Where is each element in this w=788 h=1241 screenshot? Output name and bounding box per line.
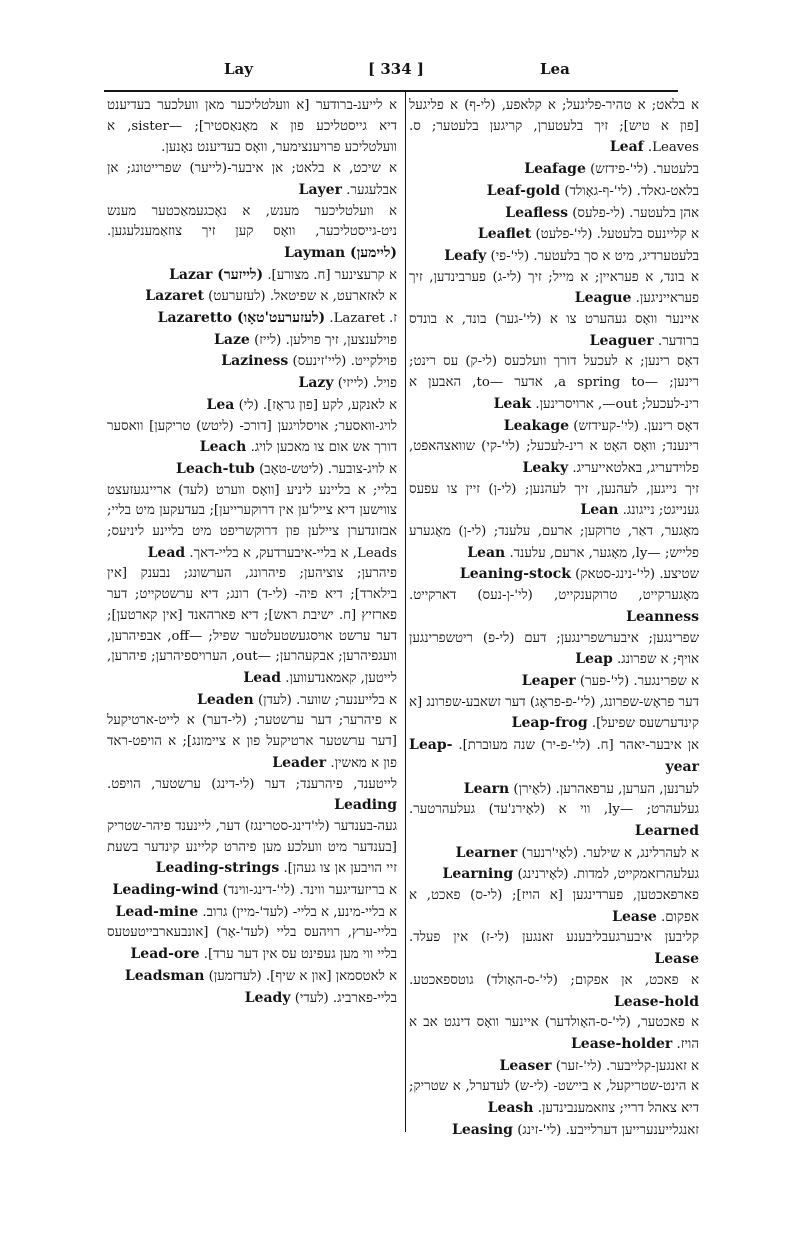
entry-headword: Leaser — [499, 1057, 552, 1074]
left-column — [107, 96, 397, 1009]
entry-definition: געה-בענדער (לי'דינג-סטרינגז) דער, ליינענד פיהר-שטריק [בענדער מיט וועלכע מען פיהרט קליינע קינדער בשעת זיי הויבען אן צו געהן]. — [107, 818, 397, 877]
entry-definition: רינענד; וואָס האָט א רינ-לעכעל; (לי'-קי) שוואצהאפט, פלוידעריג, באלטאייעריג. — [409, 439, 699, 476]
dictionary-entry — [409, 522, 699, 564]
entry-headword: Lead-mine — [115, 903, 199, 920]
entry-headword: Learner — [455, 844, 518, 861]
dictionary-entry — [107, 481, 397, 565]
entry-headword: Leap-frog — [511, 715, 588, 732]
right-column — [409, 96, 699, 1141]
page-header — [100, 60, 630, 84]
dictionary-entry — [409, 416, 699, 438]
entry-headword: Lazy — [298, 375, 334, 392]
entry-headword: Leading-wind — [112, 882, 219, 899]
entry-definition: שפרינגען; איבערשפרינגען; דעם (לי-פ) ריטשפרינגען אויף; א שפרונג. — [409, 630, 699, 668]
entry-definition: א בונד, א פעראיין; א מייל; זיך (לי-ג) פערבינדען, זיך פעראייניגען. — [409, 269, 699, 307]
entry-definition: א פאכטער, (לי'-ס-האָולדער) איינער וואָס דינגט אב א הויז. — [409, 1015, 699, 1052]
entry-headword: Leap — [575, 651, 613, 668]
entry-headword: Leading — [334, 797, 397, 814]
entry-definition: לויג-וואסער; אויסלויגען [דורכ- (ליטש) טריקען] וואסער דורך אש אום צו מאכען לויג. — [107, 418, 397, 456]
entry-headword: Lazaret — [145, 288, 204, 305]
entry-headword: Lazaretto (לעזערעט'טאָו) — [157, 310, 326, 327]
dictionary-entry — [409, 159, 699, 181]
dictionary-entry — [409, 181, 699, 203]
entry-definition: בלאט-גאלד. (לי'-ף-גאָולד) — [564, 183, 699, 199]
entry-definition: א וועלטליכער מענש, א נאָכגעמאַכטער מענש ניט-גייסטליכער, וואָס קען זיך צוזאַמענלעגען. — [107, 203, 397, 240]
entry-definition: דער פראָש-שפרונג, (לי'-פ-פראָג) דער זשאבע-שפרונג [א קינדערשעס שפיעל]. — [409, 694, 699, 732]
dictionary-entry — [107, 880, 397, 902]
dictionary-entry — [409, 843, 699, 865]
dictionary-entry — [409, 629, 699, 671]
dictionary-entry — [409, 203, 699, 225]
header-right-guideword: Lea — [540, 60, 570, 78]
entry-headword: Leap-year — [409, 737, 699, 775]
dictionary-entry — [107, 202, 397, 265]
entry-headword: Leaf-gold — [486, 182, 561, 199]
dictionary-entry — [409, 1056, 699, 1078]
dictionary-entry — [409, 1120, 699, 1142]
entry-definition: א בליי-מינע, א בליי- (לעד'-מיין) גרוב. — [202, 904, 397, 920]
dictionary-entry — [107, 96, 397, 159]
entry-headword: Lead-ore — [130, 946, 200, 963]
entry-definition: אהן בלעטער. (לי-פלעס) — [572, 205, 699, 221]
entry-headword: Lean — [467, 544, 506, 561]
entry-headword: Layer — [298, 181, 342, 198]
entry-definition: געלעהרזאמקייט, למדות. (לאָירנינג) — [517, 867, 699, 883]
dictionary-entry — [409, 586, 699, 628]
entry-definition: מאָגערקייט, טרוקענקייט, (לי'-ן-נעס) דארקייט. — [409, 588, 699, 604]
dictionary-entry — [409, 1013, 699, 1055]
entry-headword: Leady — [244, 989, 291, 1006]
entry-definition: קליבען איבערגעבליבענע זאנגען (לי-ז) אין פעלד. — [409, 930, 699, 946]
dictionary-entry — [409, 864, 699, 886]
dictionary-entry — [107, 265, 397, 287]
entry-definition: א פאכט, אן אפקום; (לי'-ס-האָולד) גוטספאכטע. — [409, 972, 699, 988]
header-left-guideword: Lay — [224, 60, 253, 78]
entry-headword: Lean — [580, 502, 619, 519]
entry-headword: Lease-holder — [570, 1035, 673, 1052]
dictionary-entry — [409, 971, 699, 1013]
entry-definition: ז. Lazaret. — [329, 311, 397, 327]
dictionary-entry — [107, 690, 397, 712]
entry-headword: Leading-strings — [155, 860, 280, 877]
entry-definition: א לויג-צובער. (ליטש-טאָב) — [259, 461, 397, 477]
entry-definition: א קרעצינער [ח. מצורע]. — [267, 267, 397, 283]
dictionary-entry — [409, 564, 699, 586]
dictionary-entry — [107, 373, 397, 395]
entry-headword: Leafage — [524, 161, 586, 178]
dictionary-entry — [409, 671, 699, 693]
entry-definition: פויל. (לייזי) — [337, 376, 397, 392]
entry-definition: לערנען, הערען, ערפאהרען. (לאָירן) — [513, 781, 699, 797]
entry-definition: שטיצע. (לי'-נינג-סטאק) — [575, 567, 699, 583]
entry-definition: א זאנגען-קלייבער. (לי'-זער) — [555, 1058, 699, 1074]
entry-definition: א לאזארעט, א שפיטאל. (לעזערעט) — [208, 289, 397, 305]
entry-definition: א לעהרלינג, א שילער. (לאָי'רנער) — [521, 845, 699, 861]
dictionary-entry — [409, 96, 699, 159]
dictionary-entry — [409, 480, 699, 522]
dictionary-entry — [107, 966, 397, 988]
entry-headword: Leaguer — [589, 332, 654, 349]
entry-headword: Leafy — [444, 247, 487, 264]
entry-headword: Learn — [463, 780, 510, 797]
entry-headword: Leash — [487, 1100, 534, 1117]
entry-definition: פוילקייט. (ליי'זינעס) — [292, 354, 397, 370]
entry-headword: Leafless — [505, 204, 568, 221]
dictionary-entry — [107, 988, 397, 1010]
entry-headword: Layman (ליימען) — [284, 244, 397, 261]
dictionary-entry — [409, 886, 699, 928]
dictionary-entry — [107, 395, 397, 417]
entry-headword: Lead — [147, 544, 186, 561]
dictionary-entry — [107, 330, 397, 352]
entry-definition: לייטענד, פיהרענד; דער (לי-דינג) ערשטער, הויפט. — [107, 776, 397, 792]
entry-definition: דאָס רינען. (לי'-קעידזש) — [573, 418, 699, 434]
entry-headword: Leak — [493, 395, 532, 412]
header-rule — [104, 90, 678, 92]
dictionary-entry — [409, 310, 699, 352]
entry-headword: Lead — [243, 669, 282, 686]
dictionary-entry — [409, 268, 699, 310]
dictionary-entry — [107, 308, 397, 330]
entry-headword: Learned — [634, 822, 699, 839]
dictionary-entry — [107, 775, 397, 817]
entry-headword: Leasing — [451, 1121, 513, 1138]
dictionary-entry — [107, 286, 397, 308]
entry-definition: איינער וואָס געהערט צו א (לי'-גער) בונד, א בונדס ברודער. — [409, 312, 699, 349]
entry-definition: בליי; א בליינע ליניע [וואָס ווערט (לעד) אריינגעזעצט צווישען דיא צייל'ען אין דרוקערייען]; בעדעקען מיט בליי; אבזונדערן ציילען פון דרוקשריפט מיט בליינע ליניעס; Leads, א בליי-איבערדעק, א בליי-דאך. — [107, 482, 397, 561]
dictionary-entry — [409, 735, 699, 778]
entry-definition: א בלייענער; שווער. (לעדן) — [257, 692, 397, 708]
entry-definition: א בלאט; א טהיר-פליגעל; א קלאפע, (לי-ף) א פליגעל [פון א טיש]; זיך בלעטערן, קריגען בלעטער; ס. Leaves. — [409, 98, 699, 156]
dictionary-entry — [107, 351, 397, 373]
dictionary-entry — [409, 928, 699, 970]
dictionary-entry — [107, 711, 397, 774]
dictionary-entry — [107, 902, 397, 924]
entry-headword: Learning — [442, 866, 514, 883]
page-number: [ 334 ] — [368, 60, 424, 78]
entry-headword: Lease — [612, 908, 657, 925]
entry-definition: א פיהרער; דער ערשטער; (לי-דער) א לייט-ארטיקעל [דער ערשטער ארטיקעל פון א ציימונג]; א הויפט-ראד פון א מאשין. — [107, 713, 397, 771]
entry-headword: Lazar (לייזער) — [169, 266, 264, 283]
entry-headword: Leaflet — [477, 226, 532, 243]
dictionary-entry — [409, 1077, 699, 1119]
dictionary-entry — [409, 246, 699, 268]
entry-definition: בליי-ערץ, רויהעס בליי (לעד'-אָר) [אונבעארבייטעטעס בליי ווי מען געפינט עס אין דער ערד]. — [107, 925, 397, 963]
entry-headword: Leaning-stock — [459, 566, 571, 583]
entry-definition: א קליינעס בלעטעל. (לי'-פלעט) — [535, 227, 699, 243]
entry-headword: Laze — [214, 331, 250, 348]
entry-headword: Leach — [199, 439, 247, 456]
entry-definition: פיהרען; צוציהען; פיהרונג, הערשונג; נבענק [אין בילארד]; דיא פיה- (לי-ד) רונג; דיא ערשטקייט; דער פארזיץ [ח. ישיבת ראש]; דיא פארהאנד [אין קארטען]; דער ערשט אויסגעשטעלטער שפיל; —off, אבפיהרען, וועגפיהרען; אבקעהרען; —out, הערויספיהרען; פיהרען, לייטען, קאמאנדעווען. — [107, 566, 397, 686]
entry-definition: א שפרינגער. (לי'-פער) — [579, 673, 699, 689]
dictionary-entry — [409, 437, 699, 479]
dictionary-entry — [107, 923, 397, 965]
entry-definition: פוילענצען, זיך פוילען. (לייז) — [254, 332, 397, 348]
entry-definition: דאָס רינען; א לעכעל דורך וועלכעס (לי-ק) עס רינט; רינען; —a spring to, אדער —to, האבען א רינ-לעכעל; out—, ארויסרינען. — [409, 354, 699, 412]
entry-headword: League — [574, 290, 632, 307]
entry-definition: פארפאכטען, פערדינגען [א הויז]; (לי-ס) פאכט, א אפקום. — [409, 888, 699, 925]
entry-headword: Leaf — [609, 139, 644, 156]
dictionary-entry — [107, 159, 397, 201]
entry-definition: בלעטערדיג, מיט א סך בלעטער. (לי'-פי) — [490, 248, 699, 264]
dictionary-entry — [409, 693, 699, 735]
entry-headword: Leader — [272, 754, 327, 771]
entry-definition: א שיכט, א בלאט; אן איבער-(לייער) שפרייטונג; אן אבלעגער. — [107, 161, 397, 198]
entry-headword: Lease — [654, 951, 699, 968]
entry-definition: מאָגער, דאַר, טרוקען; ארעם, עלענד; (לי-ן) מאָגערע פלייש; —ly, מאָגער, ארעם, עלענד. — [409, 524, 699, 561]
entry-headword: Leach-tub — [176, 460, 255, 477]
dictionary-entry — [107, 817, 397, 880]
entry-headword: Leaky — [522, 459, 569, 476]
entry-definition: א לאנקע, לקע [פון גראָז]. (לי) — [238, 397, 397, 413]
entry-definition: א לאטסמאן [און א שיף]. (לעדזמען) — [208, 968, 397, 984]
entry-definition: זיך נייגען, לעהנען, זיך לעהנען; (לי-ן) זיין צו עפעס גענייגט; נייגונג. — [409, 481, 699, 519]
dictionary-entry — [409, 224, 699, 246]
dictionary-entry — [107, 459, 397, 481]
dictionary-entry — [409, 352, 699, 415]
entry-headword: Leaden — [197, 691, 254, 708]
entry-headword: Leadsman — [124, 967, 205, 984]
entry-definition: בליי-פארביג. (לעדי) — [294, 990, 397, 1006]
entry-headword: Lease-hold — [613, 993, 699, 1010]
entry-headword: Leakage — [503, 417, 570, 434]
entry-headword: Leaper — [521, 672, 576, 689]
entry-definition: א לייענ-ברודער [א וועלטליכער מאן וועלכער בעדיענט דיא גייסטליכע פון א מאָנאַסטיר]; —sister, א וועלטליכע פרויענצימער, וואָס בעדיענט נאָנען. — [107, 98, 397, 156]
dictionary-entry — [107, 564, 397, 689]
entry-definition: א בריזעדיגער ווינד. (לי'-דינג-ווינד) — [222, 883, 397, 899]
dictionary-entry — [409, 800, 699, 842]
entry-headword: Lea — [206, 396, 235, 413]
entry-headword: Leanness — [626, 608, 699, 625]
entry-definition: בלעטער. (לי'-פידזש) — [590, 162, 699, 178]
entry-definition: א הינט-שטריקעל, א ביישט- (לי-ש) לעדערל, א שטריק; דיא צאהל דריי; צוזאמענבינדען. — [409, 1079, 699, 1117]
dictionary-entry — [409, 779, 699, 801]
entry-headword: Laziness — [221, 353, 289, 370]
entry-definition: געלעהרט; —ly, ווי א (לאָירנ'עד) געלעהרטער. — [409, 802, 699, 818]
column-divider — [405, 92, 406, 1132]
dictionary-entry — [107, 417, 397, 459]
entry-definition: אן איבער-יאהר [ח. (לי'-פ-יר) שנה מעוברת]. — [458, 738, 699, 754]
entry-definition: זאנגלייענערייען דערלייבע. (לי'-זינג) — [517, 1122, 699, 1138]
